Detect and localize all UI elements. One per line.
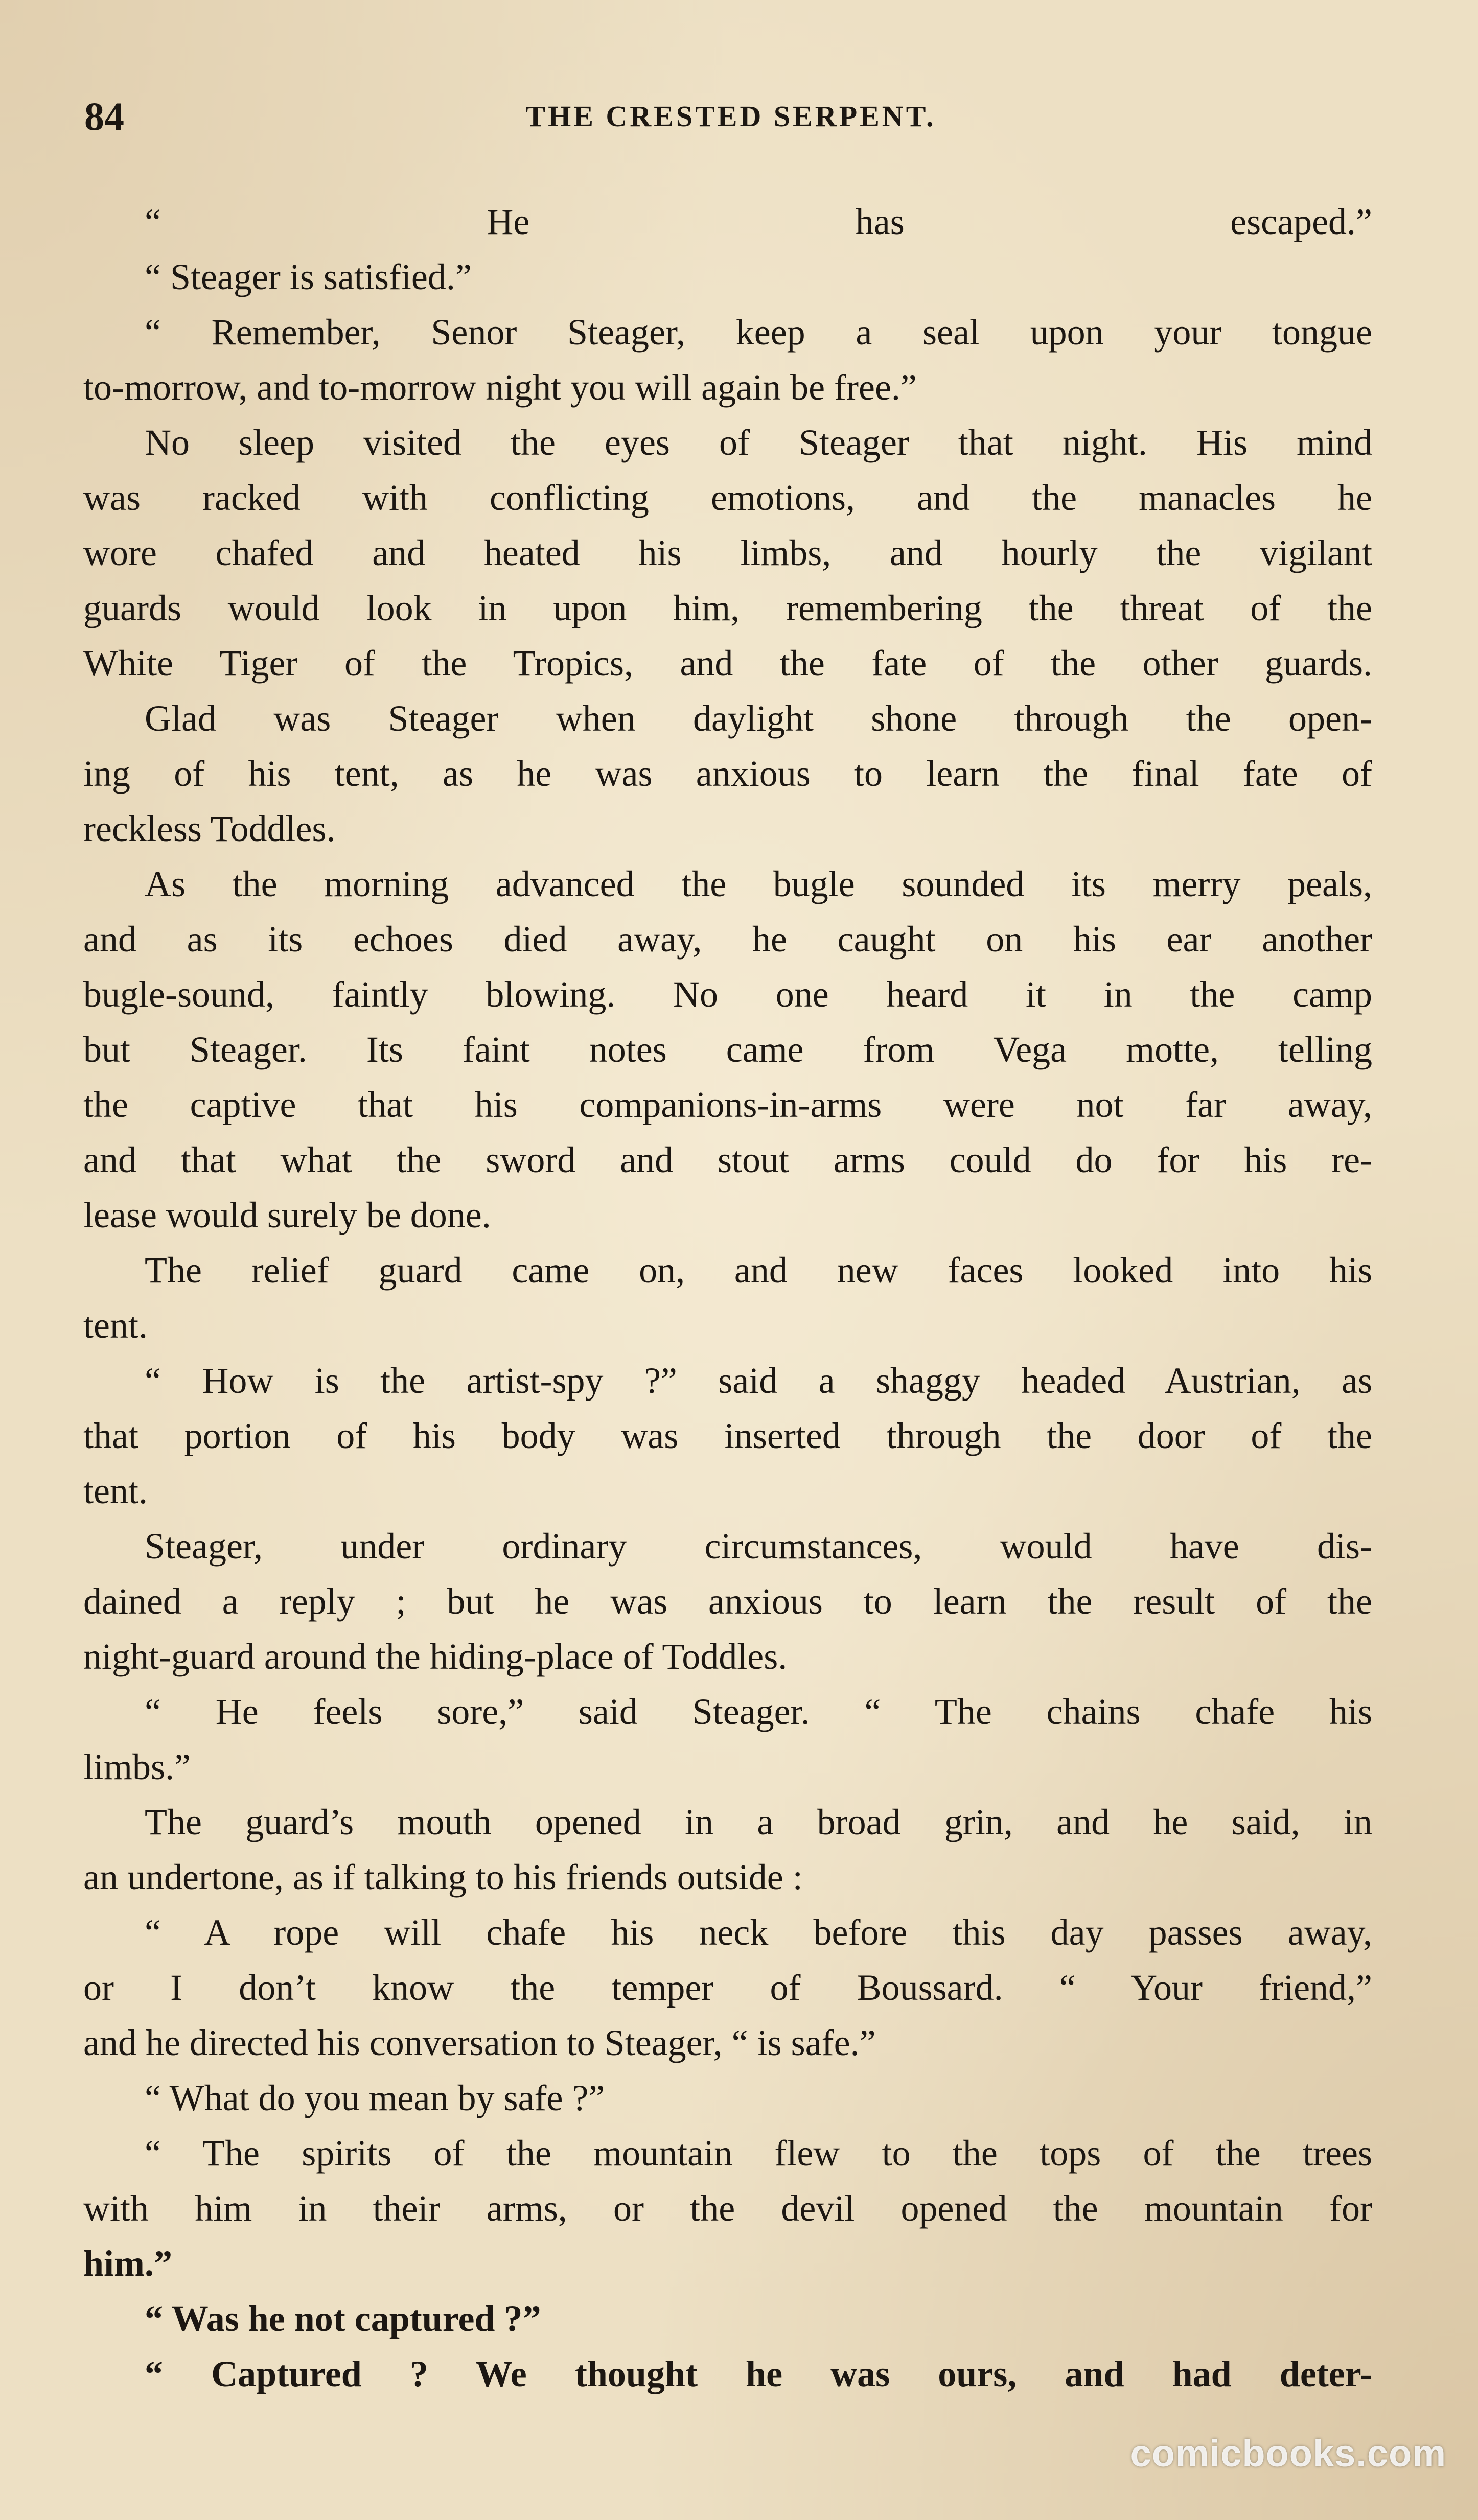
- text-line: limbs.”: [83, 1746, 191, 1787]
- text-line: to-morrow, and to-morrow night you will again be free.”: [83, 367, 917, 408]
- text-line: dained a reply ; but he was anxious to learn the result of the: [83, 1581, 1372, 1622]
- text-line: and as its echoes died away, he caught on his ear another: [83, 919, 1372, 960]
- text-line: ing of his tent, as he was anxious to learn the final fate of: [83, 753, 1372, 794]
- text-line: “ Remember, Senor Steager, keep a seal upon your tongue: [145, 312, 1372, 353]
- page-number: 84: [84, 94, 124, 138]
- text-line: Steager, under ordinary circumstances, would have dis-: [145, 1526, 1372, 1567]
- text-line: “ How is the artist-spy ?” said a shaggy headed Austrian, as: [145, 1360, 1372, 1401]
- text-line: an undertone, as if talking to his friends outside :: [83, 1857, 803, 1898]
- text-line: was racked with conflicting emotions, and the manacles he: [83, 477, 1372, 518]
- text-line: White Tiger of the Tropics, and the fate of the other guards.: [83, 643, 1372, 684]
- text-line: “ The spirits of the mountain flew to the tops of the trees: [145, 2133, 1372, 2174]
- text-line: tent.: [83, 1471, 148, 1511]
- text-line: As the morning advanced the bugle sounded its merry peals,: [145, 864, 1372, 904]
- text-line: night-guard around the hiding-place of Toddles.: [83, 1636, 788, 1677]
- text-line: “ Captured ? We thought he was ours, and had deter-: [145, 2353, 1372, 2394]
- running-title: THE CRESTED SERPENT.: [525, 100, 936, 133]
- text-line: “ A rope will chafe his neck before this day passes away,: [145, 1912, 1372, 1953]
- text-line: “ He feels sore,” said Steager. “ The chains chafe his: [145, 1691, 1372, 1732]
- text-line: that portion of his body was inserted through the door of the: [83, 1415, 1372, 1456]
- text-line: “ Steager is satisfied.”: [145, 256, 472, 297]
- text-line: “ What do you mean by safe ?”: [145, 2078, 605, 2118]
- text-line: the captive that his companions-in-arms were not far away,: [83, 1084, 1372, 1125]
- text-line: No sleep visited the eyes of Steager that night. His mind: [145, 422, 1372, 463]
- watermark: comicbooks.com: [1130, 2432, 1446, 2475]
- text-line: “ He has escaped.”: [145, 201, 1372, 242]
- text-line: guards would look in upon him, remembering the threat of the: [83, 588, 1372, 628]
- text-line: bugle-sound, faintly blowing. No one heard it in the camp: [83, 974, 1372, 1015]
- text-line: and that what the sword and stout arms could do for his re-: [83, 1139, 1372, 1180]
- text-line: reckless Toddles.: [83, 808, 336, 849]
- text-line: but Steager. Its faint notes came from Vega motte, telling: [83, 1029, 1372, 1070]
- text-line: tent.: [83, 1305, 148, 1346]
- text-line: lease would surely be done.: [83, 1195, 491, 1235]
- text-line: wore chafed and heated his limbs, and hourly the vigilant: [83, 532, 1372, 573]
- body-text: [83, 194, 1372, 2401]
- text-line: and he directed his conversation to Steager, “ is safe.”: [83, 2022, 876, 2063]
- text-line: The guard’s mouth opened in a broad grin, and he said, in: [145, 1802, 1372, 1842]
- text-line: The relief guard came on, and new faces looked into his: [145, 1250, 1372, 1291]
- page-header: [84, 86, 1377, 147]
- text-line: or I don’t know the temper of Boussard. “ Your friend,”: [83, 1967, 1372, 2008]
- text-line: with him in their arms, or the devil opened the mountain for: [83, 2188, 1372, 2229]
- text-line: Glad was Steager when daylight shone through the open-: [145, 698, 1372, 739]
- text-line: “ Was he not captured ?”: [145, 2298, 541, 2339]
- text-line: him.”: [83, 2243, 173, 2284]
